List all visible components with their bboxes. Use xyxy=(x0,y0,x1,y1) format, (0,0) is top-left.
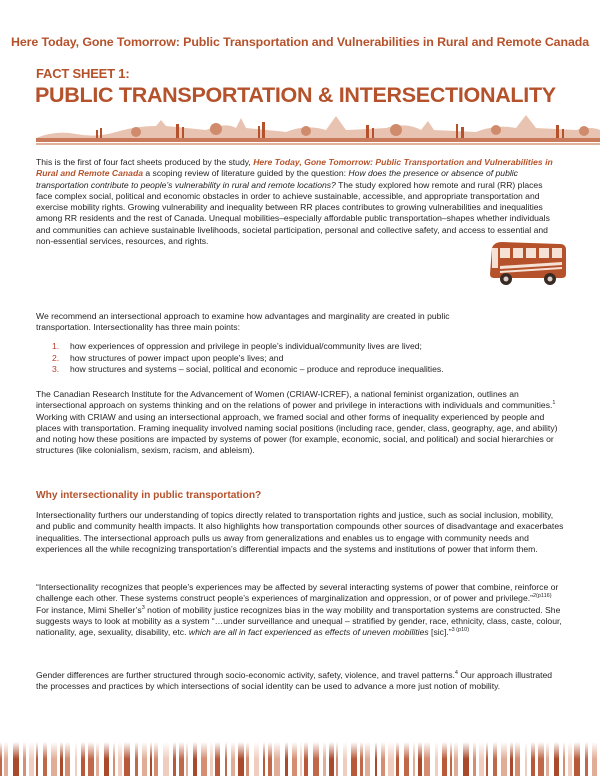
list-item xyxy=(52,364,552,376)
striped-band xyxy=(0,742,600,776)
list-text: how structures and systems – social, political and economic – produce and reproduce inequalities. xyxy=(70,364,444,375)
quote-italic: which are all in fact experienced as effects of uneven mobilities xyxy=(188,627,429,638)
intro-text-c: The study explored how remote and rural (RR) places face complex social, political and economic obstacles in order to achieve sustainable, accessible, and appropriate transportation and exercise mobility rights. Growing vulnerability and inequality between RR places contributes to growing vulnerabilities and inequalities among RR residents and the rest of Canada. Unequal mobilities–especially affordable public transportation–shapes whether individuals and communities can achieve sustainable livelihoods, societal participation, personal and collective safety, and access to essential and non-essential services, resources, and rights. xyxy=(36,179,550,247)
fact-sheet-label: FACT SHEET 1: xyxy=(36,66,130,81)
document-title: Here Today, Gone Tomorrow: Public Transportation and Vulnerabilities in Rural and Remote Canada xyxy=(11,35,589,49)
intersectionality-points xyxy=(52,341,552,376)
list-number: 1. xyxy=(52,341,60,351)
list-number: 3. xyxy=(52,364,60,375)
bus-icon xyxy=(486,238,570,288)
gender-text-a: Gender differences are further structured through socio-economic activity, safety, violence, and travel patterns. xyxy=(36,670,455,680)
footnote-ref: 4 xyxy=(454,670,458,677)
intro-text-a: This is the first of four fact sheets produced by the study, xyxy=(36,157,254,167)
footnote-ref: 1 xyxy=(552,400,556,407)
list-item xyxy=(52,353,552,365)
criaw-text-a: The Canadian Research Institute for the Advancement of Women (CRIAW-ICREF), a national feminist organization, outlines an intersectional approach on systems thinking and on the relations of power and privilege in interactions with individuals and communities. xyxy=(36,389,553,411)
quote-text-b: For instance, Mimi Sheller’s xyxy=(36,604,142,615)
quote-text-d: [sic].” xyxy=(428,627,452,638)
list-item xyxy=(52,341,552,353)
list-text: how experiences of oppression and privilege in people’s individual/community lives are lived; xyxy=(70,341,422,351)
landscape-skyline-icon xyxy=(36,112,600,148)
intro-paragraph xyxy=(36,157,561,247)
study-title: Here Today, Gone Tomorrow: Public Transportation and Vulnerabilities in Rural and Remote Canada xyxy=(36,157,553,179)
criaw-text-b: Working with CRIAW and using an intersectional approach, we framed social and other forms of inequality experienced by people and places with transportation. Framing inequality involved naming social positions (including race, gender, class, geography, age, and ability) and noting how these positions are impacted by systems of power (for example, economic, social, and political) and social hierarchies or structures (like colonialism, sexism, racism, and ableism). xyxy=(36,411,558,456)
list-number: 2. xyxy=(52,352,60,363)
footnote-ref: 2(p116) xyxy=(532,593,552,600)
criaw-paragraph xyxy=(36,389,564,457)
gender-text-b: Our approach illustrated the processes and practices by which intersections of social identity can be used to advance a more just notion of mobility. xyxy=(36,670,553,692)
footnote-ref: 3 (p10) xyxy=(451,627,470,634)
quote-text-a: “Intersectionality recognizes that people’s experiences may be affected by several interacting systems of power that combine, reinforce or challenge each other. These systems construct people’s experiences of marginalization and oppression, or of power and privilege.” xyxy=(36,582,559,604)
research-question: How does the presence or absence of public transportation contribute to people’s vulnerability in rural and remote locations? xyxy=(36,168,518,190)
gender-paragraph xyxy=(36,670,564,693)
footnote-ref: 3 xyxy=(141,604,145,611)
list-text: how structures of power impact upon people’s lives; and xyxy=(70,352,284,363)
intro-text-b: a scoping review of literature guided by the question: xyxy=(142,168,349,179)
quote-paragraph xyxy=(36,582,564,638)
why-paragraph: Intersectionality furthers our understanding of topics directly related to transportation rights and justice, such as social inclusion, mobility, and public and community health impacts. It also highlights how transportation compounds other sources of disadvantage and exacerbates inequalities. The intersectional approach pulls us away from generalizations and enables us to engage with community needs and experiences all the while recognizing transportation’s differential impacts and the systems and institutions of power that inform them. xyxy=(36,510,564,554)
section-heading: Why intersectionality in public transportation? xyxy=(36,490,262,501)
recommendation-paragraph: We recommend an intersectional approach to examine how advantages and marginality are created in public transportation. Intersectionality has three main points: xyxy=(36,311,450,333)
quote-text-c: notion of mobility justice recognizes bias in the way mobility and transportation systems are constructed. She suggests ways to look at mobility as a system “…under surveillance and unequal – stratified by gender, race, ethnicity, class, caste, colour, nationality, age, sexuality, disability, etc. xyxy=(36,604,562,638)
fact-sheet-heading: PUBLIC TRANSPORTATION & INTERSECTIONALITY xyxy=(35,83,556,107)
